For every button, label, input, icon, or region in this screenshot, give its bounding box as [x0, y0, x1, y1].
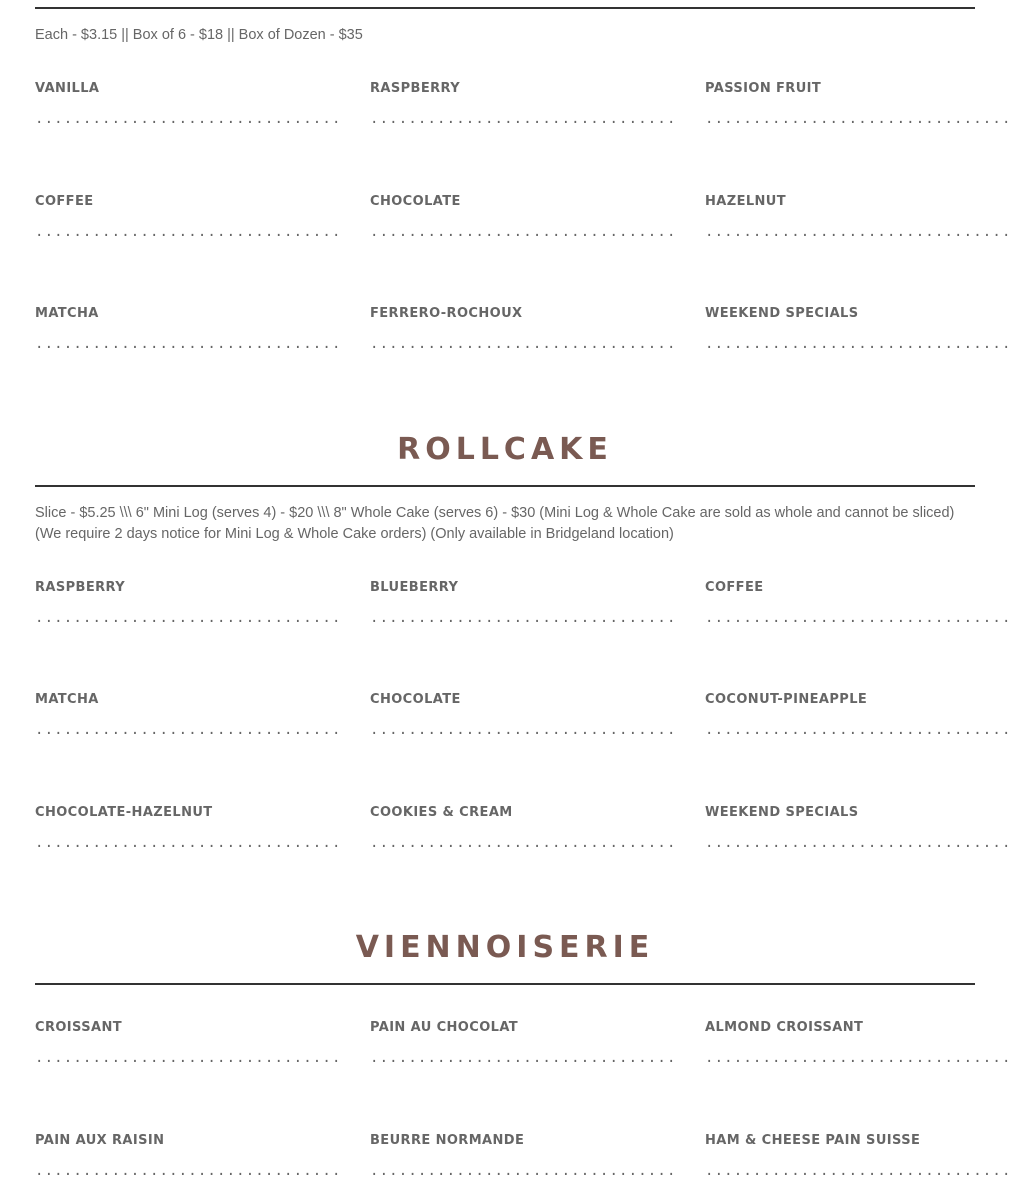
item-name: PAIN AU CHOCOLAT	[370, 1020, 519, 1035]
item-name: BEURRE NORMANDE	[370, 1133, 525, 1148]
price-leader: ................................	[370, 835, 677, 851]
section-divider	[35, 983, 975, 985]
menu-item	[370, 692, 677, 752]
item-name: WEEKEND SPECIALS	[705, 805, 859, 820]
menu-item	[35, 692, 342, 752]
price-leader: ................................	[35, 722, 342, 738]
menu-item	[35, 81, 342, 141]
section-divider-top	[35, 7, 975, 9]
item-name: CHOCOLATE	[370, 194, 461, 209]
menu-item	[705, 805, 1012, 865]
item-name: HAZELNUT	[705, 194, 787, 209]
menu-item	[370, 194, 677, 254]
price-leader: ................................	[705, 722, 1012, 738]
price-leader: ................................	[35, 835, 342, 851]
price-leader: ................................	[705, 1050, 1012, 1066]
rollcake-heading: ROLLCAKE	[397, 432, 613, 467]
item-name: PASSION FRUIT	[705, 81, 822, 96]
price-leader: ................................	[35, 224, 342, 240]
price-leader: ................................	[370, 336, 677, 352]
item-name: RASPBERRY	[370, 81, 461, 96]
menu-item	[35, 1020, 342, 1080]
item-name: CROISSANT	[35, 1020, 122, 1035]
price-leader: ................................	[705, 1163, 1012, 1179]
price-leader: ................................	[705, 224, 1012, 240]
menu-item	[35, 194, 342, 254]
menu-item	[35, 306, 342, 366]
menu-item	[370, 81, 677, 141]
price-leader: ................................	[705, 835, 1012, 851]
price-leader: ................................	[35, 336, 342, 352]
item-name: PAIN AUX RAISIN	[35, 1133, 165, 1148]
menu-item	[370, 805, 677, 865]
item-name: ALMOND CROISSANT	[705, 1020, 864, 1035]
menu-item	[705, 1133, 1012, 1193]
item-name: MATCHA	[35, 306, 99, 321]
item-name: HAM & CHEESE PAIN SUISSE	[705, 1133, 921, 1148]
price-leader: ................................	[35, 1163, 342, 1179]
menu-item	[35, 805, 342, 865]
price-leader: ................................	[370, 1163, 677, 1179]
price-leader: ................................	[370, 224, 677, 240]
menu-item	[705, 81, 1012, 141]
menu-item	[705, 692, 1012, 752]
price-leader: ................................	[370, 1050, 677, 1066]
menu-item	[370, 306, 677, 366]
price-leader: ................................	[705, 111, 1012, 127]
menu-item	[35, 1133, 342, 1193]
item-name: COOKIES & CREAM	[370, 805, 513, 820]
price-leader: ................................	[370, 722, 677, 738]
viennoiserie-heading: VIENNOISERIE	[355, 930, 655, 965]
menu-item	[705, 194, 1012, 254]
rollcake-pricing: Slice - $5.25 \\\ 6" Mini Log (serves 4) - $20 \\\ 8" Whole Cake (serves 6) - $30 (Mini Log & Whole Cake are sold as whole and cannot be sliced) (We require 2 days notice for Mini Log & Whole Cake orders) (Only available in Bridgeland location)	[35, 505, 955, 542]
menu-item	[370, 580, 677, 640]
menu-item	[705, 1020, 1012, 1080]
item-name: FERRERO-ROCHOUX	[370, 306, 523, 321]
price-leader: ................................	[370, 111, 677, 127]
price-leader: ................................	[35, 111, 342, 127]
menu-item	[705, 580, 1012, 640]
menu-item	[370, 1133, 677, 1193]
section-divider	[35, 485, 975, 487]
price-leader: ................................	[35, 1050, 342, 1066]
macaron-pricing: Each - $3.15 || Box of 6 - $18 || Box of Dozen - $35	[35, 27, 363, 43]
price-leader: ................................	[370, 610, 677, 626]
item-name: RASPBERRY	[35, 580, 126, 595]
menu-item	[35, 580, 342, 640]
item-name: COFFEE	[35, 194, 94, 209]
item-name: VANILLA	[35, 81, 100, 96]
item-name: CHOCOLATE	[370, 692, 461, 707]
item-name: CHOCOLATE-HAZELNUT	[35, 805, 213, 820]
price-leader: ................................	[35, 610, 342, 626]
item-name: BLUEBERRY	[370, 580, 459, 595]
item-name: MATCHA	[35, 692, 99, 707]
price-leader: ................................	[705, 336, 1012, 352]
menu-item	[370, 1020, 677, 1080]
item-name: WEEKEND SPECIALS	[705, 306, 859, 321]
menu-item	[705, 306, 1012, 366]
item-name: COFFEE	[705, 580, 764, 595]
price-leader: ................................	[705, 610, 1012, 626]
item-name: COCONUT-PINEAPPLE	[705, 692, 868, 707]
